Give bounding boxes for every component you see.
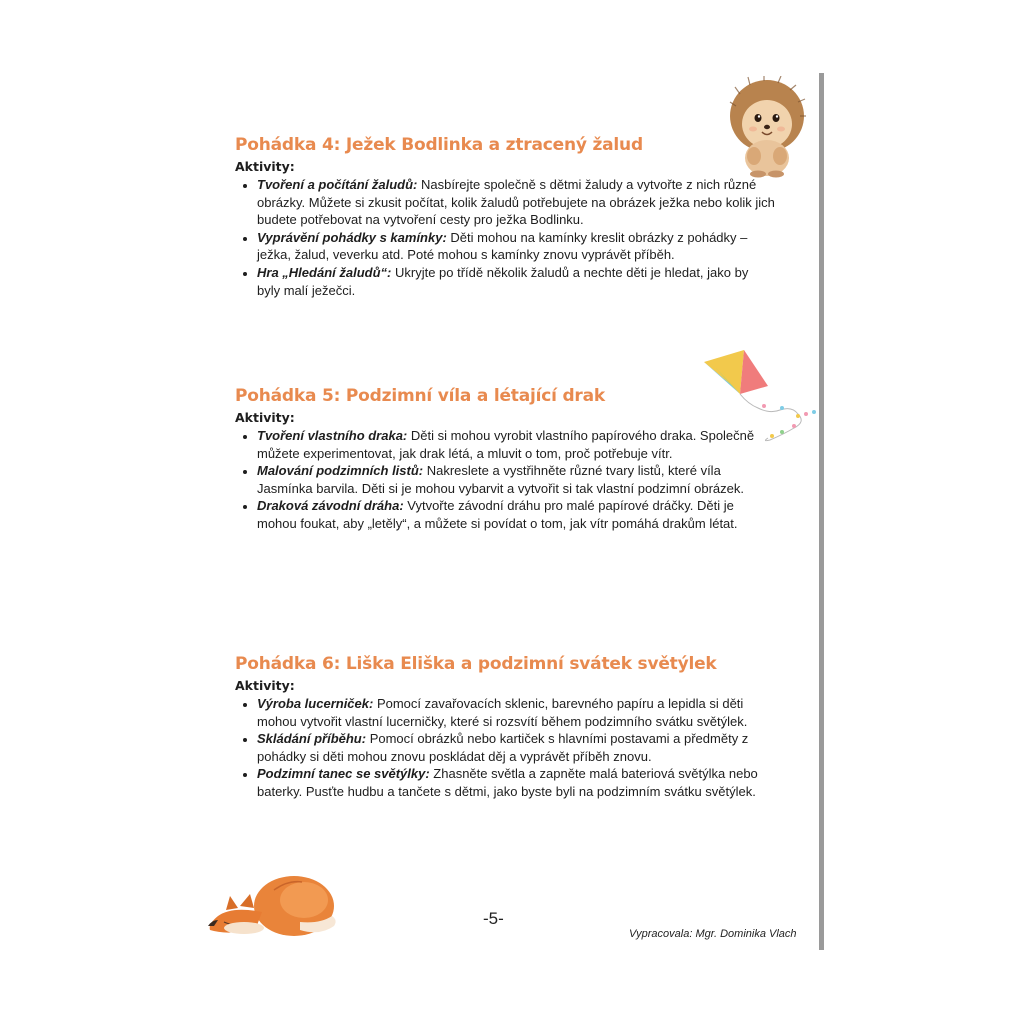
activity-text: Ukryjte po třídě několik žaludů a nechte děti je hledat, jako by byly malí ježečci. (257, 264, 749, 298)
activity-name: Tvoření a počítání žaludů: (257, 177, 418, 192)
activities-label: Aktivity: (235, 159, 295, 174)
fox-illustration (204, 860, 340, 940)
activity-name: Výroba lucerniček: (257, 696, 374, 711)
activity-text: Pomocí zavařovacích sklenic, barevného papíru a lepidla si děti mohou vytvořit vlastní lucerničky, které si rozsvítí během podzimního svátku světýlek. (257, 696, 748, 729)
activity-name: Vyprávění pohádky s kamínky: (257, 229, 447, 245)
list-item (257, 497, 775, 532)
activities-label: Aktivity: (235, 410, 295, 425)
list-item (257, 462, 775, 497)
activity-name: Malování podzimních listů: (257, 463, 424, 479)
author-credit: Vypracovala: Mgr. Dominika Vlach (629, 928, 797, 940)
activity-text: Zhasněte světla a zapněte malá bateriová světýlka nebo baterky. Pusťte hudbu a tančete s dětmi, jako byste byli na podzimním svátku světýlek. (257, 766, 758, 799)
activity-name: Tvoření vlastního draka: (257, 428, 408, 443)
section-title: Pohádka 4: Ježek Bodlinka a ztracený žalud (235, 135, 643, 155)
list-item (257, 176, 775, 229)
page-side-bar (819, 73, 824, 950)
activity-text: Nakreslete a vystřihněte různé tvary listů, které víla Jasmínka barvila. Děti si je mohou vybarvit a vytvořit si tak vlastní podzimní obrázek. (257, 463, 744, 496)
activity-text: Pomocí obrázků nebo kartiček s hlavními postavami a předměty z pohádky si děti mohou znovu poskládat děj a vyprávět příběh znovu. (257, 731, 749, 764)
activity-name: Podzimní tanec se světýlky: (257, 766, 430, 782)
section-story-5 (235, 386, 775, 533)
list-item (257, 765, 775, 800)
activity-text: Nasbírejte společně s dětmi žaludy a vytvořte z nich různé obrázky. Můžete si zkusit počítat, kolik žaludů potřebujete na obrázek ježka nebo kolik jich budete potřebovat na vytvoření cesty pro ježka Bodlinku. (257, 177, 775, 228)
activity-list (235, 176, 775, 299)
section-story-6 (235, 654, 775, 801)
activities-label: Aktivity: (235, 678, 295, 693)
activity-name: Draková závodní dráha: (257, 498, 404, 514)
activity-text: Děti mohou na kamínky kreslit obrázky z pohádky – ježka, žalud, veverku atd. Poté mohou s kamínky znovu vyprávět příběh. (257, 229, 748, 263)
list-item (257, 427, 775, 462)
activity-name: Hra „Hledání žaludů“: (257, 264, 392, 280)
list-item (257, 695, 775, 730)
section-title: Pohádka 5: Podzimní víla a létající drak (235, 386, 605, 406)
activity-text: Děti si mohou vyrobit vlastního papírového draka. Společně můžete experimentovat, jak drak létá, a mluvit o tom, proč potřebuje vítr. (257, 428, 755, 461)
list-item (257, 264, 775, 299)
list-item (257, 229, 775, 264)
section-story-4 (235, 135, 775, 299)
page-number: -5- (483, 909, 504, 928)
activity-list (235, 427, 775, 533)
activity-name: Skládání příběhu: (257, 731, 367, 747)
activity-text: Vytvořte závodní dráhu pro malé papírové dráčky. Děti je mohou foukat, aby „letěly“, a můžete si povídat o tom, jak vítr pomáhá drakům létat. (257, 498, 738, 531)
list-item (257, 730, 775, 765)
section-title: Pohádka 6: Liška Eliška a podzimní svátek světýlek (235, 654, 717, 674)
activity-list (235, 695, 775, 801)
